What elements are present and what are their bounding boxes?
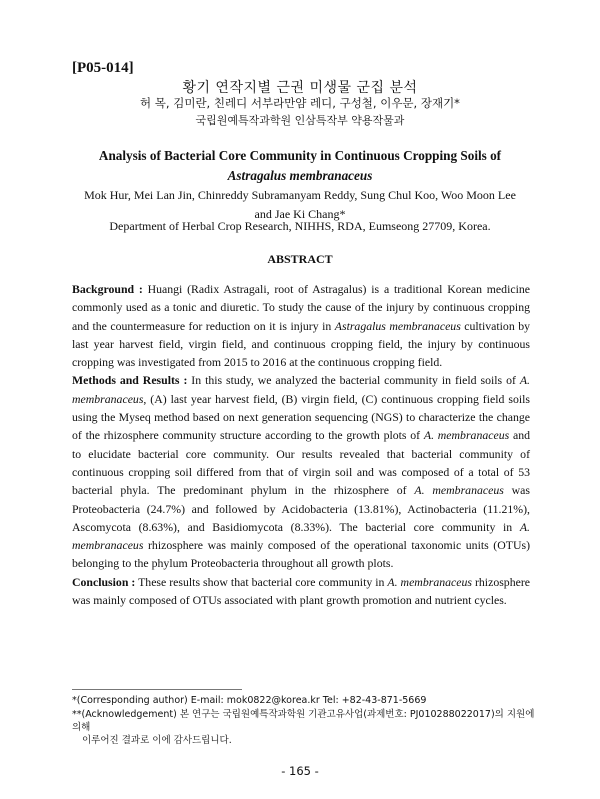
- abstract-code: [P05-014]: [72, 60, 134, 76]
- footnote-divider: [72, 689, 242, 690]
- methods-paragraph: Methods and Results : In this study, we analyzed the bacterial community in field soils of A. membranaceus, (A) last year harvest field, (B) virgin field, (C) continuous cropping field soils using the Myseq method based on next generation sequencing (NGS) to characterize the change of the rhizosphere community structure according to the growth plots of A. membranaceus and to elucidate bacterial core community. Our results revealed that bacterial community of continuous cropping soil differed from that of virgin soil and was composed of a total of 53 bacterial phyla. The predominant phylum in the rhizosphere of A. membranaceus was Proteobacteria (24.7%) and followed by Acidobacteria (13.81%), Actinobacteria (11.21%), Ascomycota (8.63%), and Basidiomycota (8.33%). The bacterial core community in A. membranaceus rhizosphere was mainly composed of the operational taxonomic units (OTUs) belonging to the phylum Proteobacteria throughout all growth plots.: [72, 373, 531, 571]
- english-authors-line1: Mok Hur, Mei Lan Jin, Chinreddy Subramanyam Reddy, Sung Chul Koo, Woo Moon Lee: [84, 188, 516, 202]
- footnote-acknowledgement: **(Acknowledgement) 본 연구는 국립원예특작과학원 기관고유사업(과제번호: PJ010288022017)의 지원에 의해 이루어진 결과로 이에 감사드립니다.: [72, 709, 535, 746]
- english-affiliation: Department of Herbal Crop Research, NIHHS, RDA, Eumseong 27709, Korea.: [109, 219, 491, 233]
- page-number: - 165 -: [281, 764, 319, 778]
- footnote-corresponding: *(Corresponding author) E-mail: mok0822@korea.kr Tel: +82-43-871-5669: [72, 695, 427, 706]
- conclusion-label: Conclusion :: [72, 574, 136, 589]
- abstract-heading: ABSTRACT: [267, 252, 333, 266]
- conclusion-paragraph: Conclusion : These results show that bacterial core community in A. membranaceus rhizosphere was mainly composed of OTUs associated with plant growth promotion and nutrient cycles.: [72, 574, 531, 608]
- english-authors-line2: and Jae Ki Chang*: [254, 207, 346, 221]
- background-label: Background :: [72, 282, 143, 296]
- abstract-body: [72, 280, 530, 609]
- korean-affiliation: 국립원예특작과학원 인삼특작부 약용작물과: [195, 114, 405, 127]
- english-title: [0, 146, 600, 186]
- english-title-line1: Analysis of Bacterial Core Community in Continuous Cropping Soils of: [98, 148, 502, 163]
- background-paragraph: Background : Huangi (Radix Astragali, root of Astragalus) is a traditional Korean medicine commonly used as a tonic and diuretic. To study the cause of the injury by continuous cropping and the countermeasure for reduction on it is injury in Astragalus membranaceus cultivation by last year harvest field, virgin field, and continuous cropping field, the injury by continuous cropping was investigated from 2015 to 2016 at the continuous cropping field.: [72, 282, 530, 370]
- korean-title: 황기 연작지별 근권 미생물 군집 분석: [182, 80, 418, 96]
- english-title-line2: Astragalus membranaceus: [227, 168, 373, 183]
- methods-label: Methods and Results :: [72, 373, 188, 388]
- korean-authors: 허 목, 김미란, 친레디 서부라만얌 레디, 구성철, 이우문, 장재기*: [140, 96, 460, 110]
